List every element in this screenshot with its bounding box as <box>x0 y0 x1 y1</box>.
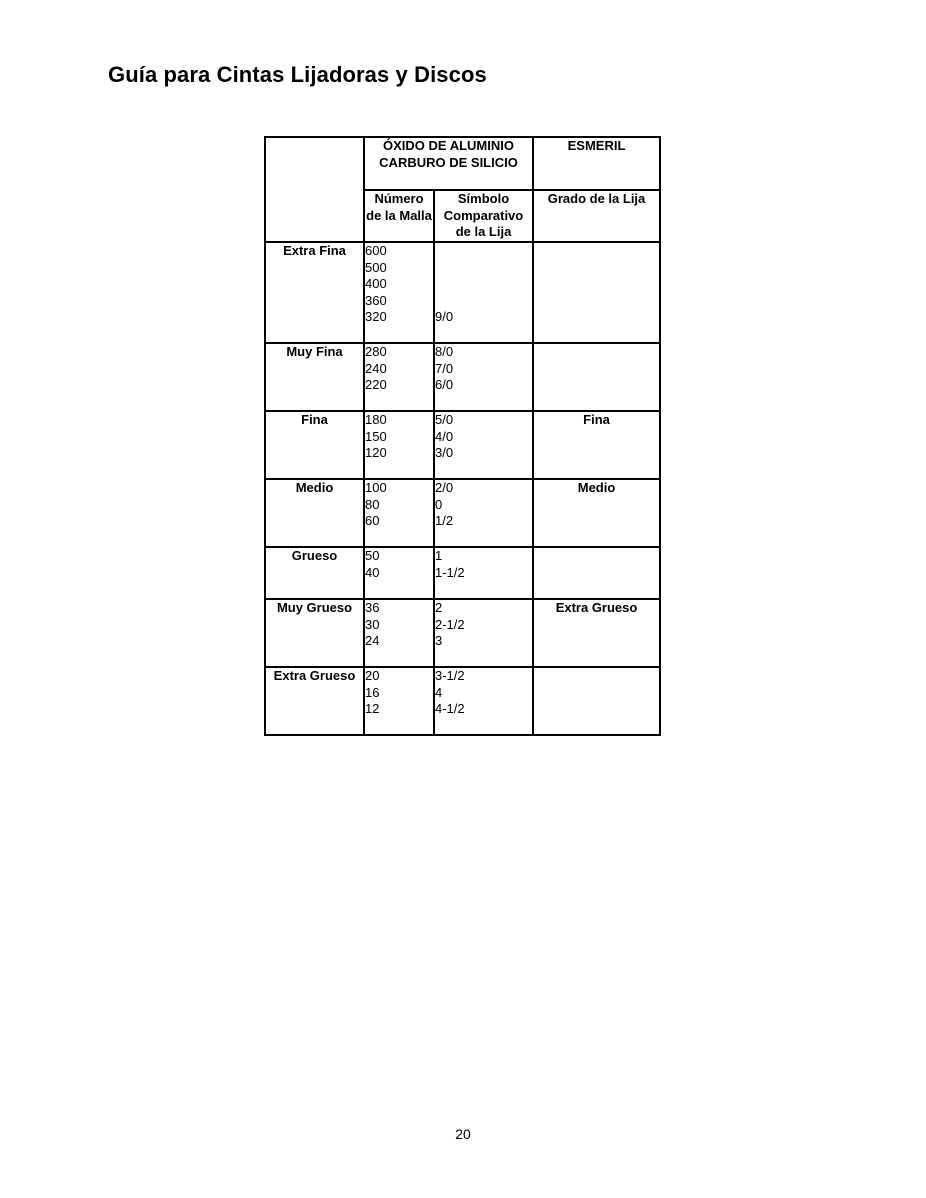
esmeril-grade-cell: Medio <box>533 479 660 547</box>
esmeril-grade-cell: Extra Grueso <box>533 599 660 667</box>
mesh-number-cell <box>364 242 434 343</box>
table-row <box>265 343 660 411</box>
mesh-number-value: 240 <box>365 360 387 376</box>
comparative-symbol-cell <box>434 547 533 599</box>
symbol-value: 4-1/2 <box>435 701 465 716</box>
mesh-number-value: 150 <box>365 428 387 444</box>
grit-category-cell: Medio <box>265 479 364 547</box>
mesh-number-value: 500 <box>365 259 387 275</box>
symbol-value: 3/0 <box>435 445 454 460</box>
mesh-number-cell <box>364 411 434 479</box>
symbol-value <box>435 260 532 277</box>
sanding-grit-table <box>264 136 661 736</box>
comparative-symbol-header <box>434 190 533 242</box>
grit-category-cell: Grueso <box>265 547 364 599</box>
symbol-value: 2 <box>435 600 443 615</box>
abrasive-group-header <box>364 137 533 190</box>
grit-category-cell: Muy Grueso <box>265 599 364 667</box>
grade-header: Grado de la Lija <box>533 190 660 242</box>
mesh-number-value: 24 <box>365 633 380 648</box>
mesh-number-cell <box>364 599 434 667</box>
grit-category-cell: Extra Fina <box>265 242 364 343</box>
symbol-value: 9/0 <box>435 309 454 324</box>
mesh-number-value: 400 <box>365 276 387 291</box>
symbol-value: 3-1/2 <box>435 668 465 683</box>
mesh-number-header <box>364 190 434 242</box>
esmeril-grade-cell <box>533 667 660 735</box>
mesh-number-value: 80 <box>365 496 380 512</box>
esmeril-header: ESMERIL <box>533 137 660 190</box>
symbol-header-line: Comparativo <box>443 207 524 223</box>
symbol-value <box>435 276 532 293</box>
mesh-number-value: 60 <box>365 513 380 528</box>
esmeril-grade-cell <box>533 547 660 599</box>
mesh-number-value: 12 <box>365 701 380 716</box>
symbol-value <box>435 243 532 260</box>
symbol-value: 5/0 <box>435 412 454 427</box>
table-row <box>265 599 660 667</box>
mesh-number-cell <box>364 547 434 599</box>
silicon-carbide-label: CARBURO DE SILICIO <box>379 154 518 170</box>
symbol-value <box>435 293 532 310</box>
mesh-number-value: 40 <box>365 564 380 580</box>
header-row-group <box>265 137 660 190</box>
comparative-symbol-cell <box>434 411 533 479</box>
mesh-number-value: 16 <box>365 684 380 700</box>
esmeril-grade-cell <box>533 242 660 343</box>
mesh-number-cell <box>364 343 434 411</box>
symbol-value: 0 <box>435 496 443 512</box>
symbol-value: 1-1/2 <box>435 564 465 580</box>
comparative-symbol-cell <box>434 667 533 735</box>
mesh-header-line: de la Malla <box>366 207 432 223</box>
symbol-value: 1/2 <box>435 513 454 528</box>
grit-category-cell: Extra Grueso <box>265 667 364 735</box>
table-row <box>265 411 660 479</box>
symbol-value: 8/0 <box>435 344 454 359</box>
mesh-number-value: 36 <box>365 600 380 615</box>
mesh-number-cell <box>364 479 434 547</box>
mesh-number-value: 220 <box>365 377 387 392</box>
table-row <box>265 667 660 735</box>
comparative-symbol-cell <box>434 242 533 343</box>
symbol-value: 1 <box>435 548 443 563</box>
mesh-number-value: 120 <box>365 445 387 460</box>
mesh-number-cell <box>364 667 434 735</box>
mesh-number-value: 320 <box>365 309 387 324</box>
mesh-number-value: 50 <box>365 548 380 563</box>
symbol-value: 4/0 <box>435 428 454 444</box>
mesh-number-value: 100 <box>365 480 387 495</box>
comparative-symbol-cell <box>434 343 533 411</box>
symbol-value: 6/0 <box>435 377 454 392</box>
symbol-header-line: Símbolo <box>457 191 510 206</box>
mesh-number-value: 600 <box>365 243 387 258</box>
mesh-number-value: 20 <box>365 668 380 683</box>
grit-category-cell: Muy Fina <box>265 343 364 411</box>
symbol-value: 2/0 <box>435 480 454 495</box>
symbol-value: 2-1/2 <box>435 616 465 632</box>
mesh-number-value: 180 <box>365 412 387 427</box>
mesh-number-value: 280 <box>365 344 387 359</box>
aluminum-oxide-label: ÓXIDO DE ALUMINIO <box>383 138 514 153</box>
esmeril-grade-cell: Fina <box>533 411 660 479</box>
mesh-number-value: 360 <box>365 292 387 308</box>
symbol-value: 7/0 <box>435 360 454 376</box>
table-row <box>265 242 660 343</box>
blank-corner-cell <box>265 137 364 242</box>
comparative-symbol-cell <box>434 599 533 667</box>
page-number: 20 <box>455 1126 471 1142</box>
comparative-symbol-cell <box>434 479 533 547</box>
symbol-value: 3 <box>435 633 443 648</box>
mesh-header-line: Número <box>374 191 424 206</box>
table-row <box>265 479 660 547</box>
symbol-header-line: de la Lija <box>455 224 512 239</box>
symbol-value: 4 <box>435 684 443 700</box>
table-row <box>265 547 660 599</box>
grit-category-cell: Fina <box>265 411 364 479</box>
mesh-number-value: 30 <box>365 616 380 632</box>
page-title: Guía para Cintas Lijadoras y Discos <box>108 62 487 87</box>
esmeril-grade-cell <box>533 343 660 411</box>
